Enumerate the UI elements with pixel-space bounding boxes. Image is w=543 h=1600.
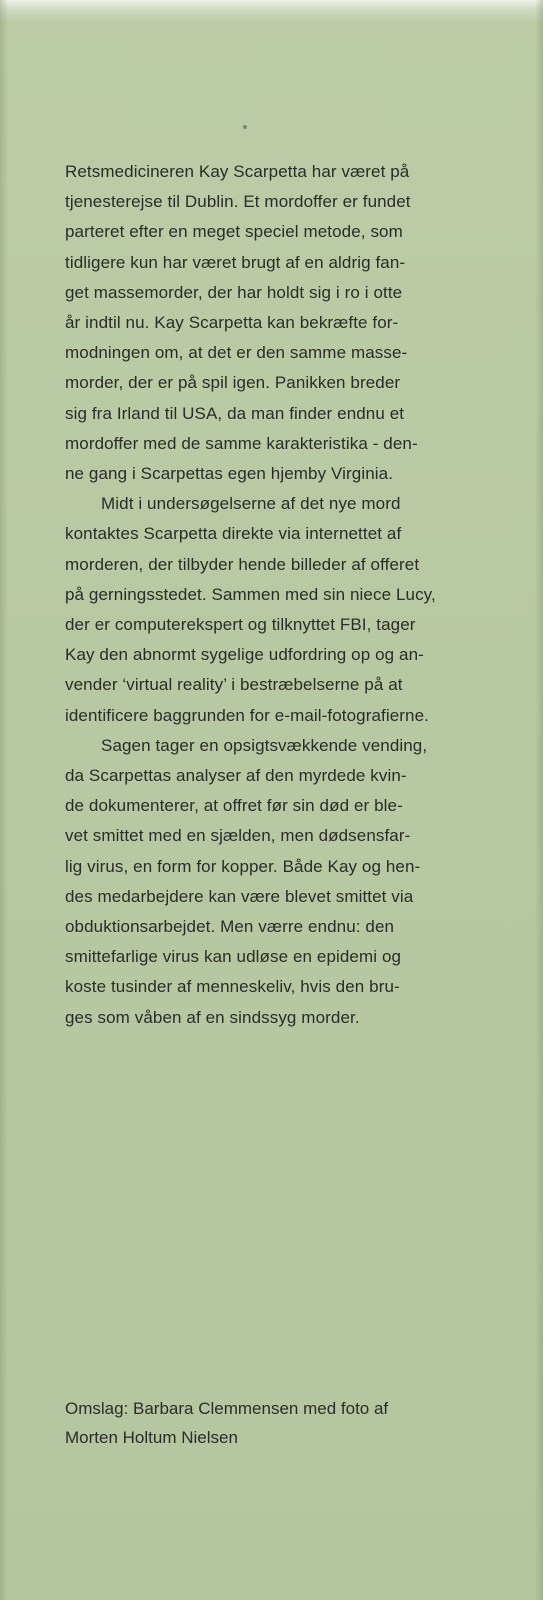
cover-credits: Omslag: Barbara Clemmensen med foto af Morten Holtum Nielsen — [65, 1399, 389, 1447]
print-speck — [243, 125, 247, 129]
blurb-paragraph-2: Midt i undersøgelserne af det nye mord kontaktes Scarpetta direkte via internettet af morderen, der tilbyder hende billeder af offeret på gerningsstedet. Sammen med sin niece Lucy, der er computerekspert og tilknyttet FBI, tager Kay den abnormt sygelige udfordring op og an- vender ‘virtual reality’ i bestræbelserne på at identificere baggrunden for e-mail-fotografierne. — [65, 494, 436, 725]
right-edge-shadow — [535, 0, 543, 1600]
blurb-paragraph-1: Retsmedicineren Kay Scarpetta har været på tjenesterejse til Dublin. Et mordoffer er fundet parteret efter en meget speciel metode, som tidligere kun har været brugt af en aldrig fan- get massemorder, der har holdt sig i ro i otte år indtil nu. Kay Scarpetta kan bekræfte for- modningen om, at det er den samme masse- morder, der er på spil igen. Panikken breder sig fra Irland til USA, da man finder endnu et mordoffer med de samme karakteristika - den- ne gang i Scarpettas egen hjemby Virginia. — [65, 162, 418, 484]
left-edge-shadow — [0, 0, 8, 1600]
blurb-paragraph-3: Sagen tager en opsigtsvækkende vending, da Scarpettas analyser af den myrdede kvin- de dokumenterer, at offret før sin død er ble- vet smittet med en sjælden, men dødsensfar- lig virus, en form for kopper. Både Kay og hen- des medarbejdere kan være blevet smittet via obduktionsarbejdet. Men værre endnu: den smittefarlige virus kan udløse en epidemi og koste tusinder af menneskeliv, hvis den bru- ges som våben af en sindssyg morder. — [65, 735, 428, 1027]
worn-top-edge — [0, 0, 543, 22]
blurb-text — [65, 157, 510, 1033]
